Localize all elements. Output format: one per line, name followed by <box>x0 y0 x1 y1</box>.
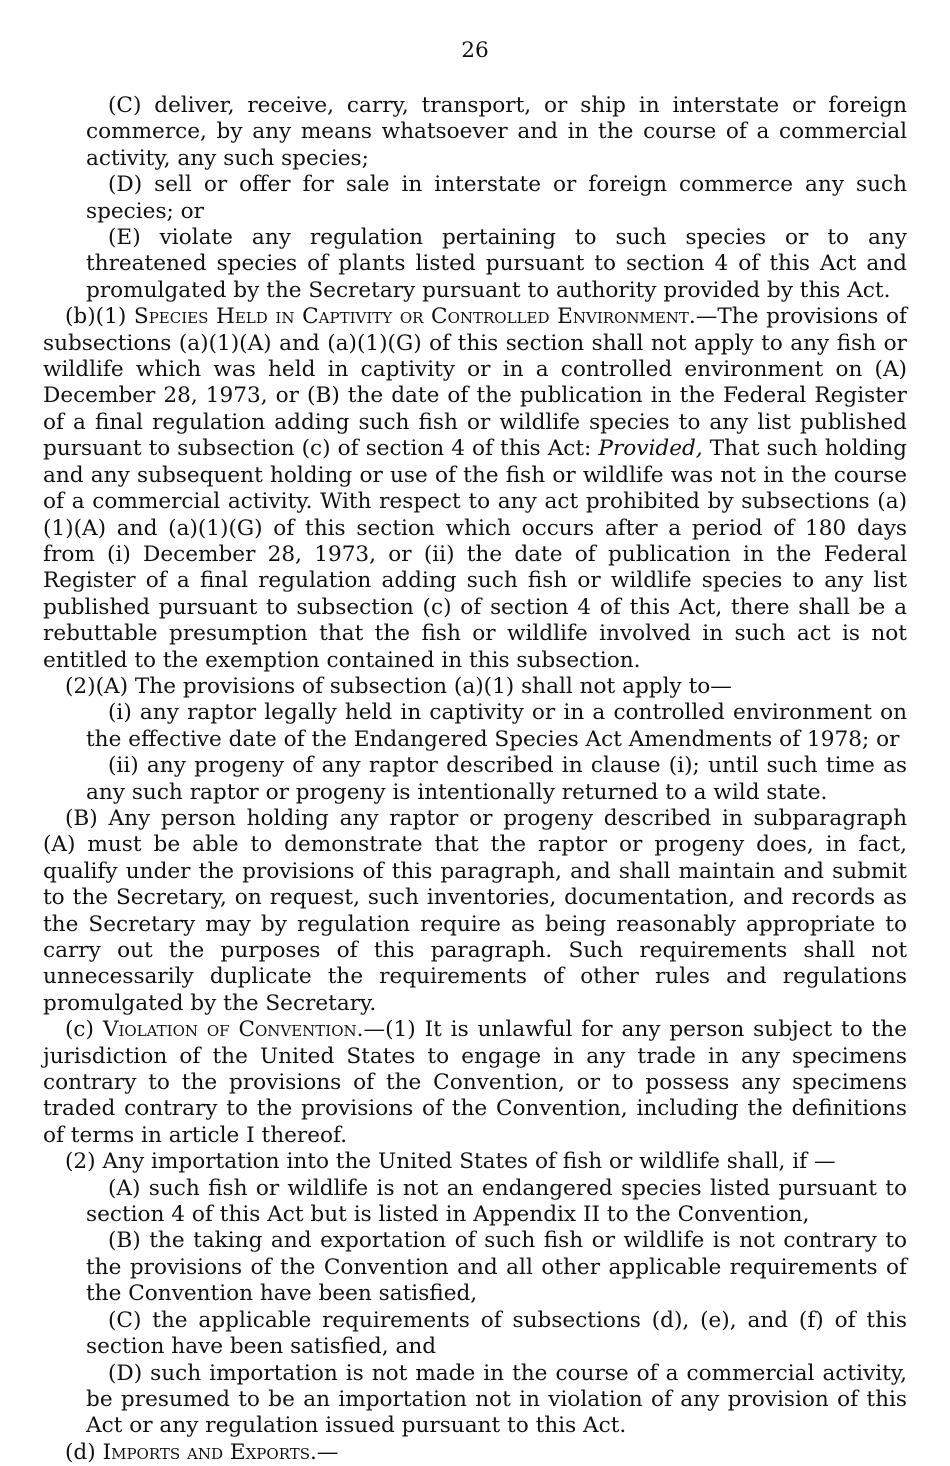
paragraph-a-C: (C) deliver, receive, carry, transport, or ship in interstate or foreign commerce, by any means whatsoever and in the course of a commercial activity, any such species; <box>86 93 907 171</box>
document-page <box>43 0 907 1466</box>
c-text: —(1) It is unlawful for any person subject to the jurisdiction of the United States to engage in any trade in any specimens contrary to the provisions of the Convention, or to possess any specimens traded contrary to the provisions of the Convention, including the definitions of terms in article I thereof. <box>43 1017 907 1148</box>
paragraph-b2-B: (B) Any person holding any raptor or progeny described in subparagraph (A) must be able to demonstrate that the raptor or progeny does, in fact, qualify under the provisions of this paragraph, and shall maintain and submit to the Secretary, on request, such inventories, documentation, and records as the Secretary may by regulation require as being reasonably appropriate to carry out the purposes of this paragraph. Such requirements shall not unnecessarily duplicate the requirements of other rules and regulations promulgated by the Secretary. <box>43 805 907 1016</box>
b1-heading: Species Held in Captivity or Controlled Environment. <box>133 304 696 330</box>
clause-b2-A-i: (i) any raptor legally held in captivity or in a controlled environment on the effective date of the Endangered Species Act Amendments of 1978; or <box>86 700 907 752</box>
d-dash: — <box>316 1439 339 1465</box>
b1-number: (b)(1) <box>65 304 127 330</box>
b1-text-part2: That such holding and any subsequent holding or use of the fish or wildlife was not in the course of a commercial activity. With respect to any act prohibited by subsections (a)(1)(A) and (a)(1)(G) of this section which occurs after a period of 180 days from (i) December 28, 1973, or (ii) the date of publication in the Federal Register of a final regulation adding such fish or wildlife species to any list published pursuant to subsection (c) of section 4 of this Act, there shall be a rebuttable presumption that the fish or wildlife involved in such act is not entitled to the exemption contained in this subsection. <box>43 436 908 673</box>
clause-c2-C: (C) the applicable requirements of subsections (d), (e), and (f) of this section have been satisfied, and <box>86 1307 907 1360</box>
c-number: (c) <box>65 1017 94 1043</box>
paragraph-b2-A: (2)(A) The provisions of subsection (a)(1) shall not apply to— <box>65 673 732 699</box>
c-heading: Violation of Convention. <box>102 1017 364 1043</box>
page-number: 26 <box>461 38 489 63</box>
clause-b2-A-ii: (ii) any progeny of any raptor described in clause (i); until such time as any such raptor or progeny is intentionally returned to a wild state. <box>86 753 907 805</box>
paragraph-a-E: (E) violate any regulation pertaining to such species or to any threatened species of plants listed pursuant to section 4 of this Act and promulgated by the Secretary pursuant to authority provided by this Act. <box>86 225 907 303</box>
clause-c2-D: (D) such importation is not made in the course of a commercial activity, be presumed to be an importation not in violation of any provision of this Act or any regulation issued pursuant to this Act. <box>86 1360 907 1439</box>
paragraph-c2: (2) Any importation into the United States of fish or wildlife shall, if — <box>65 1149 836 1175</box>
b1-text-part1: —The provisions of subsections (a)(1)(A) and (a)(1)(G) of this section shall not apply to any fish or wildlife which was held in captivity or in a controlled environment on (A) December 28, 1973, or (B) the date of the publication in the Federal Register of a final regulation adding such fish or wildlife species to any list published pursuant to subsection (c) of section 4 of this Act: <box>43 304 907 462</box>
paragraph-c1 <box>43 1017 907 1149</box>
d-number: (d) <box>65 1439 96 1465</box>
paragraph-b1 <box>43 304 907 674</box>
paragraph-d <box>43 1440 907 1466</box>
paragraph-a-D: (D) sell or offer for sale in interstate or foreign commerce any such species; or <box>86 172 907 224</box>
b1-provided: Provided, <box>598 436 703 462</box>
d-heading: Imports and Exports. <box>102 1439 317 1465</box>
clause-c2-B: (B) the taking and exportation of such fish or wildlife is not contrary to the provisions of the Convention and all other applicable requirements of the Convention have been satisfied, <box>86 1228 907 1307</box>
clause-c2-A: (A) such fish or wildlife is not an endangered species listed pursuant to section 4 of this Act but is listed in Appendix II to the Convention, <box>86 1175 907 1228</box>
